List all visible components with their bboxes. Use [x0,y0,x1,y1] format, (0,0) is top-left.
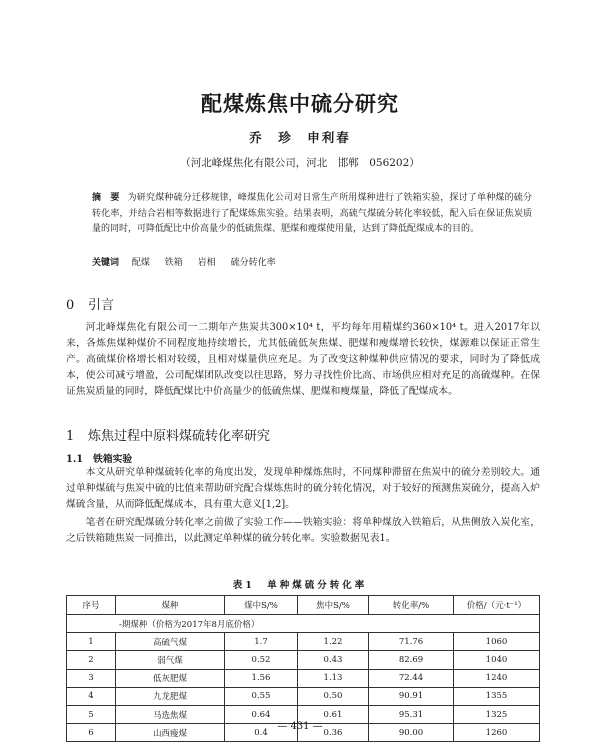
section-title: 引言 [88,298,115,313]
table-cell: 0.61 [298,705,369,723]
section-number: 1 [66,429,75,444]
table-cell: 0.43 [298,651,369,669]
keywords [92,256,532,272]
table-cell: 90.00 [369,724,454,742]
table-cell: 2 [67,651,116,669]
keyword: 岩相 [197,258,216,268]
section-number: 0 [66,298,75,313]
table-cell: 5 [67,705,116,723]
keywords-label: 关键词 [92,258,120,268]
abstract-text: 为研究煤种硫分迁移规律，峰煤焦化公司对日常生产所用煤种进行了铁箱实验，探讨了单种煤的硫分转化率，并结合岩相等数据进行了配煤炼焦实验。结果表明，高硫气煤硫分转化率较低，配入后在保证焦炭质量的同时，可降低配比中价高量少的低硫焦煤、肥煤和瘦煤使用量，达到了降低配煤成本的目的。 [92,193,532,234]
table-cell: 0.50 [298,687,369,705]
table-cell: 90.91 [369,687,454,705]
page-number: — 431 — [277,721,323,732]
table-cell: 山西瘦煤 [116,724,225,742]
table-note: -期煤种（价格为2017年8月底价格） [67,615,540,633]
column-header: 焦中S/% [298,596,369,615]
table-cell: 1.22 [298,633,369,651]
table-cell: 0.64 [225,705,298,723]
paper-title: 配煤炼焦中硫分研究 [201,91,399,116]
section-heading-1 [66,425,270,444]
table-caption: 表1 单种煤硫分转化率 [232,580,368,591]
table-row [67,669,540,687]
table-cell: 1325 [454,705,540,723]
section-title: 炼焦过程中原料煤硫转化率研究 [88,429,271,444]
table-cell: 0.4 [225,724,298,742]
abstract-label: 摘 要 [92,193,120,203]
table-cell: 弱气煤 [116,651,225,669]
column-header: 煤种 [116,596,225,615]
authors: 乔 珍 申利春 [249,130,351,145]
table-cell: 1060 [454,633,540,651]
table-row [67,633,540,651]
table-row [67,687,540,705]
table-row [67,651,540,669]
column-header: 转化率/% [369,596,454,615]
table-cell: 1.7 [225,633,298,651]
table-cell: 1.56 [225,669,298,687]
table-cell: 72.44 [369,669,454,687]
table-cell: 82.69 [369,651,454,669]
table-cell: 71.76 [369,633,454,651]
table-cell: 0.52 [225,651,298,669]
table-cell: 1355 [454,687,540,705]
table-cell: 4 [67,687,116,705]
table-cell: 九龙肥煤 [116,687,225,705]
intro-paragraph: 河北峰煤焦化有限公司一二期年产焦炭共300×10⁴ t，平均每年用精煤约360×10⁴ t。进入2017年以来，各炼焦煤种煤价不同程度地持续增长，尤其低硫低灰焦煤、肥煤和瘦煤增长较快，煤源难以保证正常生产。高硫煤价格增长相对较缓，且相对煤量供应充足。为了改变这种煤种供应情况的要求，同时为了降低成本，使公司减亏增盈，公司配煤团队改变以往思路，努力寻找性价比高、市场供应相对充足的高硫煤种。在保证焦炭质量的同时，降低配煤比中价高量少的低硫焦煤、肥煤和瘦煤量，降低了配煤成本。 [66,322,540,397]
column-header: 煤中S/% [225,596,298,615]
table-cell: 1 [67,633,116,651]
table-cell: 6 [67,724,116,742]
table-cell: 1240 [454,669,540,687]
table-cell: 马选焦煤 [116,705,225,723]
table-cell: 高硫气煤 [116,633,225,651]
table-cell: 1040 [454,651,540,669]
abstract [92,191,532,238]
subsection-heading-1-1 [66,451,132,465]
table-header-row [67,596,540,615]
table-cell: 1.13 [298,669,369,687]
table-note-row [67,615,540,633]
table-cell: 3 [67,669,116,687]
table-cell: 95.31 [369,705,454,723]
keyword: 铁箱 [164,258,183,268]
table-cell: 1260 [454,724,540,742]
table-cell: 低灰肥煤 [116,669,225,687]
keyword: 配煤 [131,258,150,268]
section-heading-0 [66,294,114,313]
column-header: 序号 [67,596,116,615]
column-header: 价格/（元·t⁻¹） [454,596,540,615]
affiliation: （河北峰煤焦化有限公司，河北 邯郸 056202） [180,157,420,169]
body-paragraph: 笔者在研究配煤硫分转化率之前做了实验工作——铁箱实验：将单种煤放入铁箱后，从焦侧放入炭化室，之后铁箱随焦炭一同推出，以此测定单种煤的硫分转化率。实验数据见表1。 [66,517,540,544]
body-paragraph: 本文从研究单种煤硫转化率的角度出发，发现单种煤炼焦时，不同煤种滞留在焦炭中的硫分差别较大。通过单种煤硫与焦炭中硫的比值来帮助研究配合煤炼焦时的硫分转化情况，对于较好的预测焦炭硫分，提高入炉煤硫含量，从而降低配煤成本，具有重大意义[1,2]。 [66,467,540,510]
table-cell: 0.36 [298,724,369,742]
table-cell: 0.55 [225,687,298,705]
keyword: 硫分转化率 [230,258,276,268]
subsection-number: 1.1 [66,454,84,465]
subsection-title: 铁箱实验 [93,454,133,465]
data-table [66,595,540,742]
